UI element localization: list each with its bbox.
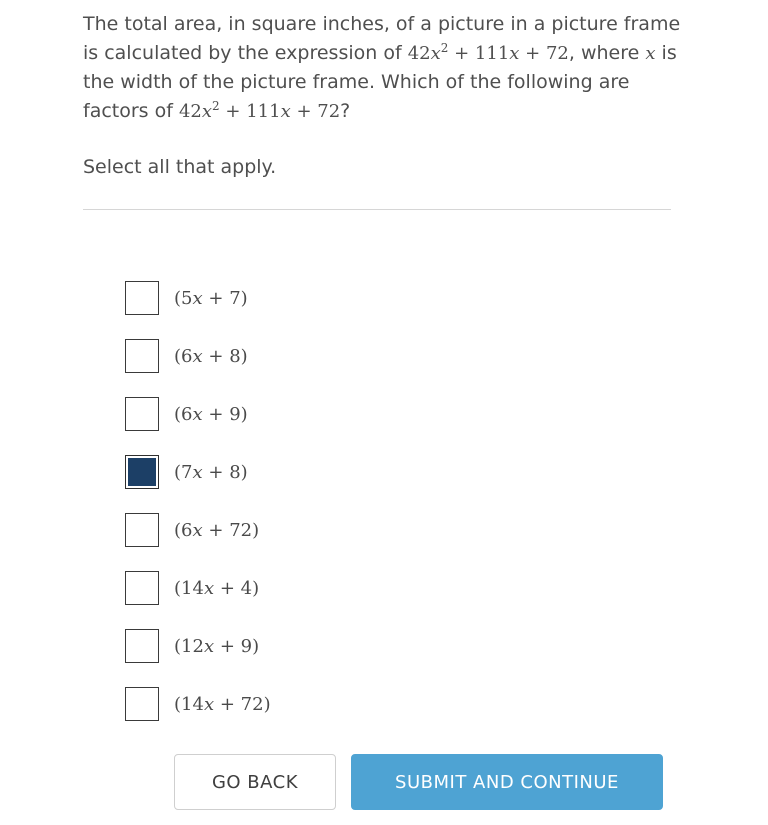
question-text-segment: is (655, 41, 677, 64)
answer-option-3[interactable] (125, 395, 248, 433)
expression-math (407, 40, 569, 64)
option-label: (14x + 4) (174, 577, 260, 599)
math-exponent: 2 (212, 98, 220, 113)
math-coefficient: 42 (178, 100, 202, 122)
answer-option-6[interactable] (125, 569, 259, 607)
option-label: (7x + 8) (174, 461, 248, 483)
question-text-segment: factors of (83, 99, 179, 122)
option-label: (6x + 8) (174, 345, 248, 367)
option-label: (5x + 7) (174, 287, 248, 309)
question-line-3: the width of the picture frame. Which of the following are (83, 71, 630, 93)
question-text-segment: , where (568, 41, 646, 64)
checkbox[interactable] (125, 281, 159, 315)
checkbox-fill (128, 458, 156, 486)
question-text-segment: is calculated by the expression of (83, 41, 408, 64)
checkbox[interactable] (125, 397, 159, 431)
option-label: (6x + 9) (174, 403, 248, 425)
question-line-1: The total area, in square inches, of a picture in a picture frame (83, 13, 681, 35)
option-label: (12x + 9) (174, 635, 260, 657)
go-back-button[interactable]: GO BACK (174, 754, 336, 810)
math-variable: x (280, 100, 291, 122)
answer-option-4[interactable] (125, 453, 248, 491)
question-line-2 (83, 39, 677, 69)
instruction-text: Select all that apply. (83, 156, 277, 178)
answer-option-7[interactable] (125, 627, 259, 665)
option-label: (14x + 72) (174, 693, 271, 715)
checkbox[interactable] (125, 629, 159, 663)
checkbox[interactable] (125, 513, 159, 547)
checkbox-checked[interactable] (125, 455, 159, 489)
divider (83, 209, 671, 210)
checkbox[interactable] (125, 339, 159, 373)
checkbox[interactable] (125, 571, 159, 605)
math-variable: x (645, 42, 656, 64)
question-line-4 (83, 97, 673, 127)
math-variable: x (201, 100, 213, 122)
math-term: + 111 (448, 42, 510, 64)
math-coefficient: 42 (407, 42, 431, 64)
answer-option-8[interactable] (125, 685, 271, 723)
math-term: + 72 (290, 100, 341, 122)
checkbox[interactable] (125, 687, 159, 721)
answer-option-2[interactable] (125, 337, 248, 375)
submit-and-continue-button[interactable]: SUBMIT AND CONTINUE (351, 754, 663, 810)
answer-option-5[interactable] (125, 511, 259, 549)
math-exponent: 2 (440, 40, 449, 55)
math-variable: x (509, 42, 520, 64)
question-text-segment: ? (340, 99, 351, 122)
math-variable: x (430, 42, 441, 64)
answer-option-1[interactable] (125, 279, 248, 317)
option-label: (6x + 72) (174, 519, 260, 541)
math-term: + 111 (219, 100, 281, 122)
question-text (83, 10, 681, 126)
math-term: + 72 (519, 42, 569, 64)
expression-math (178, 98, 341, 122)
